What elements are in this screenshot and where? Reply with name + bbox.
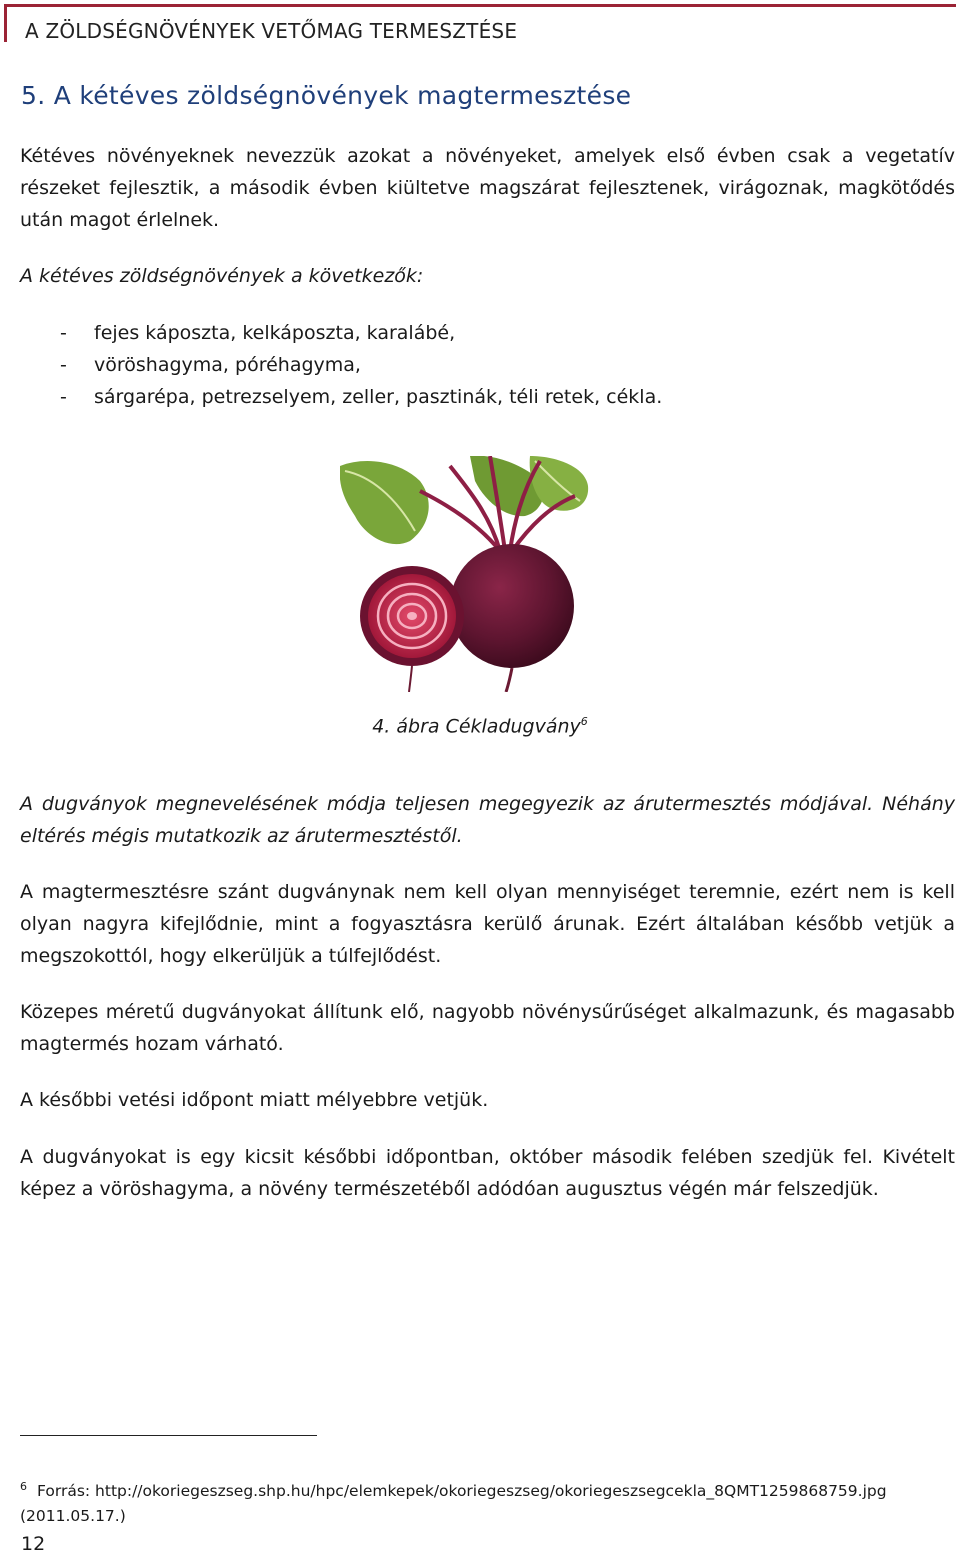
footnote-number: 6 <box>20 1480 27 1493</box>
list-dash: - <box>60 354 67 376</box>
list-dash: - <box>60 386 67 408</box>
section-title: 5. A kétéves zöldségnövények magtermesztése <box>21 81 632 110</box>
caption-text: 4. ábra Cékladugvány <box>372 715 581 738</box>
intro-paragraph: Kétéves növényeknek nevezzük azokat a növényeket, amelyek első évben csak a vegetatív részeket fejlesztik, a második évben kiültetve magszárat fejlesztenek, virágoznak, magkötődés után magot érlelnek. <box>20 145 955 231</box>
footnote-ref: 6 <box>580 715 588 728</box>
list-item-text: vöröshagyma, póréhagyma, <box>94 354 361 376</box>
beetroot-image <box>340 456 590 692</box>
list-item-text: fejes káposzta, kelkáposzta, karalábé, <box>94 322 456 344</box>
page-number: 12 <box>21 1533 46 1555</box>
body-paragraph: Közepes méretű dugványokat állítunk elő, nagyobb növénysűrűséget alkalmazunk, és magasabb magtermés hozam várható. <box>20 1001 955 1055</box>
body-paragraph: A dugványok megnevelésének módja teljesen megegyezik az árutermesztés módjával. Néhány eltérés mégis mutatkozik az árutermesztéstől. <box>20 793 955 847</box>
body-paragraph: A későbbi vetési időpont miatt mélyebbre vetjük. <box>20 1089 489 1111</box>
list-item <box>20 349 662 381</box>
header-title: A ZÖLDSÉGNÖVÉNYEK VETŐMAG TERMESZTÉSE <box>25 19 518 43</box>
footnote-divider <box>20 1435 317 1436</box>
figure-caption <box>0 708 960 740</box>
beetroot-illustration <box>340 456 590 692</box>
list-item-text: sárgarépa, petrezselyem, zeller, pasztinák, téli retek, cékla. <box>94 386 663 408</box>
body-paragraph: A dugványokat is egy kicsit későbbi időpontban, október második felében szedjük fel. Kivételt képez a vöröshagyma, a növény természetéből adódóan augusztus végén már felszedjük. <box>20 1146 955 1200</box>
list-intro: A kétéves zöldségnövények a következők: <box>20 265 424 287</box>
footnote-text: Forrás: http://okoriegeszseg.shp.hu/hpc/elemkepek/okoriegeszseg/okoriegeszsegcekla_8QMT1259868759.jpg (2011.05.17.) <box>20 1482 887 1526</box>
running-header <box>4 4 956 42</box>
list-item <box>20 317 662 349</box>
list-dash: - <box>60 322 67 344</box>
body-paragraph: A magtermesztésre szánt dugványnak nem kell olyan mennyiséget teremnie, ezért nem is kell olyan nagyra kifejlődnie, mint a fogyasztásra kerülő árunak. Ezért általában később vetjük a megszokottól, hogy elkerüljük a túlfejlődést. <box>20 881 955 967</box>
list-item <box>20 381 662 413</box>
vegetable-list <box>20 317 662 413</box>
footnote <box>20 1474 955 1529</box>
